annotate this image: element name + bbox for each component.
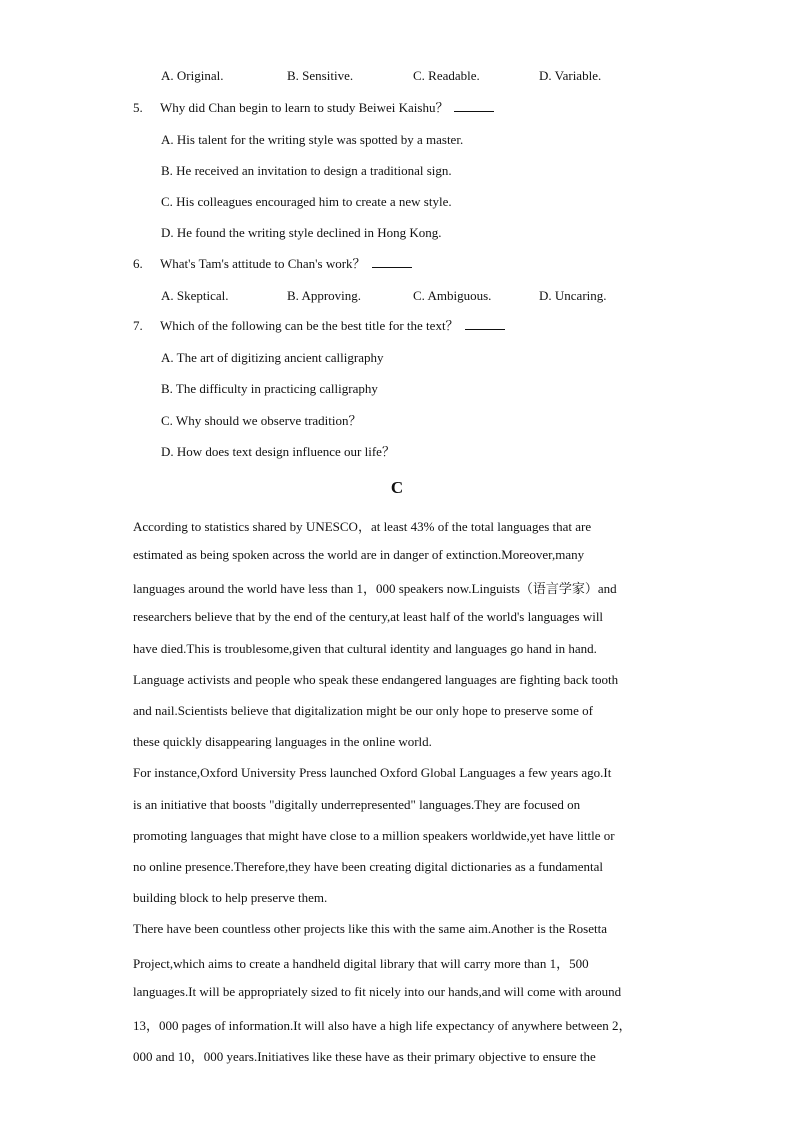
passage-line: languages around the world have less than 1，000 speakers now.Linguists（语言学家）and <box>133 581 617 596</box>
passage-line: promoting languages that might have close to a million speakers worldwide,yet have little or <box>133 828 615 843</box>
passage-line: According to statistics shared by UNESCO，at least 43% of the total languages that are <box>133 519 592 534</box>
passage-line: and nail.Scientists believe that digitalization might be our only hope to preserve some of <box>133 703 593 718</box>
q5-option-b[interactable]: B. He received an invitation to design a traditional sign. <box>161 163 452 178</box>
q6-option-c[interactable]: C. Ambiguous. <box>413 288 492 303</box>
passage-line: Language activists and people who speak these endangered languages are fighting back tooth <box>133 672 619 687</box>
q5-option-d[interactable]: D. He found the writing style declined in Hong Kong. <box>161 225 442 240</box>
q5-stem <box>133 100 494 116</box>
passage-line: have died.This is troublesome,given that cultural identity and languages go hand in hand. <box>133 641 597 656</box>
passage-line: these quickly disappearing languages in the online world. <box>133 734 432 749</box>
passage-line: estimated as being spoken across the world are in danger of extinction.Moreover,many <box>133 547 585 562</box>
passage-line: languages.It will be appropriately sized to fit nicely into our hands,and will come with around <box>133 984 622 999</box>
passage-line: is an initiative that boosts "digitally underrepresented" languages.They are focused on <box>133 797 581 812</box>
q4-option-b[interactable]: B. Sensitive. <box>287 68 354 83</box>
q7-option-a[interactable]: A. The art of digitizing ancient calligraphy <box>161 350 384 365</box>
section-c-title: C <box>390 478 404 497</box>
passage-line: researchers believe that by the end of the century,at least half of the world's languages will <box>133 609 604 624</box>
passage-line: There have been countless other projects like this with the same aim.Another is the Rosetta <box>133 921 608 936</box>
q4-option-d[interactable]: D. Variable. <box>539 68 602 83</box>
q5-number: 5. <box>133 100 143 115</box>
passage-line: no online presence.Therefore,they have been creating digital dictionaries as a fundamental <box>133 859 603 874</box>
q6-number: 6. <box>133 256 143 271</box>
q5-answer-blank[interactable] <box>454 100 494 112</box>
q4-option-a[interactable]: A. Original. <box>161 68 224 83</box>
passage-line: 000 and 10，000 years.Initiatives like these have as their primary objective to ensure the <box>133 1049 596 1064</box>
q6-option-a[interactable]: A. Skeptical. <box>161 288 229 303</box>
q6-answer-blank[interactable] <box>372 256 412 268</box>
q4-option-c[interactable]: C. Readable. <box>413 68 480 83</box>
q6-text: What's Tam's attitude to Chan's work？ <box>160 256 366 271</box>
q7-stem <box>133 318 505 334</box>
q6-stem <box>133 256 412 272</box>
q5-option-c[interactable]: C. His colleagues encouraged him to create a new style. <box>161 194 452 209</box>
q7-option-d[interactable]: D. How does text design influence our life？ <box>161 444 395 459</box>
passage-line: 13，000 pages of information.It will also have a high life expectancy of anywhere between 2， <box>133 1018 632 1033</box>
q7-option-c[interactable]: C. Why should we observe tradition？ <box>161 413 362 428</box>
q7-text: Which of the following can be the best title for the text？ <box>160 318 459 333</box>
q5-option-a[interactable]: A. His talent for the writing style was spotted by a master. <box>161 132 464 147</box>
q7-answer-blank[interactable] <box>465 318 505 330</box>
q7-option-b[interactable]: B. The difficulty in practicing calligraphy <box>161 381 378 396</box>
q6-option-b[interactable]: B. Approving. <box>287 288 362 303</box>
q7-number: 7. <box>133 318 143 333</box>
passage-line: building block to help preserve them. <box>133 890 328 905</box>
q5-text: Why did Chan begin to learn to study Beiwei Kaishu？ <box>160 100 449 115</box>
passage-line: Project,which aims to create a handheld digital library that will carry more than 1，500 <box>133 956 589 971</box>
passage-line: For instance,Oxford University Press launched Oxford Global Languages a few years ago.It <box>133 765 612 780</box>
q6-option-d[interactable]: D. Uncaring. <box>539 288 607 303</box>
